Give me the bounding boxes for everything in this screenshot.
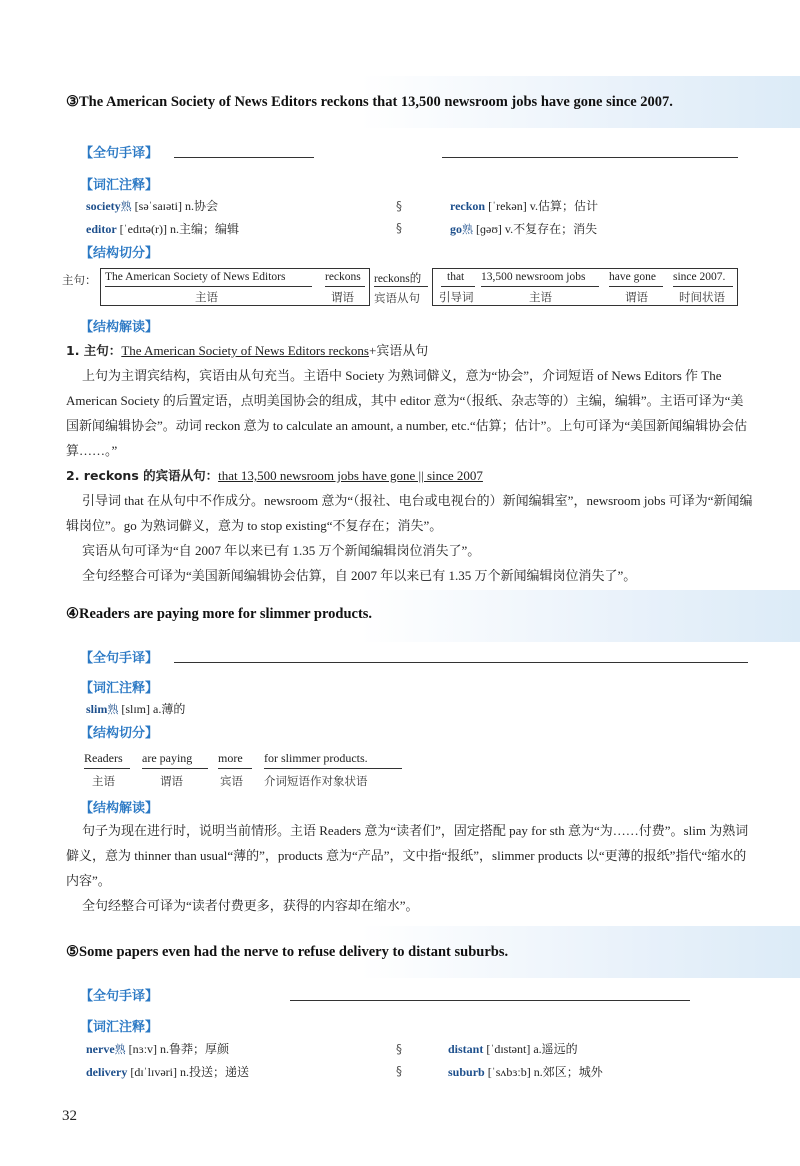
- vocab-def: [ˈdɪstənt] a.遥远的: [483, 1042, 578, 1056]
- struct-conj-label: 引导词: [439, 290, 474, 304]
- separator-icon: §: [396, 1064, 402, 1078]
- struct-box-clause: [432, 268, 738, 306]
- paragraph: 上句为主谓宾结构，宾语由从句充当。主语中 Society 为熟词僻义，意为“协会”，介词短语 of News Editors 作 The American Society 的后置定语，点明美国协会的组成，其中 editor 意为“（报纸、杂志等的）主编，编辑”。主语可译为“美国新闻编辑协会”。动词 reckon 意为 to calculate an amount, a number, etc.“估算；估计”。上句可译为“美国新闻编辑协会估算……。”: [66, 368, 748, 458]
- struct-more-label: 宾语: [220, 774, 243, 788]
- vocab-nerve: [86, 1040, 229, 1057]
- struct-clause-subject: 13,500 newsroom jobs: [481, 271, 586, 283]
- struct-are-paying: are paying: [142, 751, 193, 765]
- familiar-mark-icon: 熟: [107, 704, 119, 716]
- struct-verb: reckons: [325, 271, 361, 283]
- tag-struct-3: 【结构切分】: [80, 246, 159, 261]
- tag-translate-4: 【全句手译】: [80, 651, 159, 666]
- point-heading: 1. 主句：: [66, 343, 122, 358]
- point-heading-tail: +宾语从句: [368, 343, 429, 358]
- vocab-def: [ˈsʌbɜːb] n.郊区；城外: [484, 1065, 603, 1079]
- vocab-word: delivery: [86, 1065, 128, 1079]
- separator-icon: §: [396, 221, 402, 235]
- vocab-word: slim: [86, 702, 108, 716]
- blank-line-5: [290, 1000, 690, 1001]
- analysis-body-4: [66, 818, 756, 918]
- separator-icon: §: [396, 1042, 402, 1056]
- vocab-distant: [448, 1040, 578, 1057]
- struct-adverbial-label: 时间状语: [679, 290, 725, 304]
- tag-translate-5: 【全句手译】: [80, 989, 159, 1004]
- tag-analysis-4: 【结构解读】: [80, 801, 159, 816]
- struct-label: 主句：: [62, 273, 97, 287]
- paragraph: 句子为现在进行时，说明当前情形。主语 Readers 意为“读者们”，固定搭配 pay for sth 意为“为……付费”。slim 为熟词僻义，意为 thinner than usual“薄的”，products 意为“产品”，文中指“报纸”，slimmer products 以“更薄的报纸”指代“缩水的内容”。: [66, 823, 749, 888]
- paragraph: 引导词 that 在从句中不作成分。newsroom 意为“（报社、电台或电视台的）新闻编辑室”，newsroom jobs 可译为“新闻编辑岗位”。go 为熟词僻义，意为 to stop existing“不复存在；消失”。: [66, 493, 753, 533]
- vocab-def: [ˈrekən] v.估算；估计: [485, 199, 598, 213]
- vocab-word: suburb: [448, 1065, 485, 1079]
- struct-adverbial: since 2007.: [673, 271, 726, 283]
- tag-struct-4: 【结构切分】: [80, 726, 159, 741]
- page-number: 32: [62, 1108, 77, 1124]
- tag-analysis-3: 【结构解读】: [80, 320, 159, 335]
- struct-box-main: [100, 268, 370, 306]
- struct-subject: The American Society of News Editors: [105, 271, 286, 283]
- struct-clause-verb-label: 谓语: [625, 290, 648, 304]
- struct-object-clause-label: 宾语从句: [374, 291, 420, 305]
- analysis-body-3: [66, 338, 756, 588]
- vocab-word: go: [450, 222, 462, 236]
- familiar-mark-icon: 熟: [120, 201, 132, 213]
- vocab-slim: [86, 700, 185, 717]
- vocab-go: [450, 220, 597, 237]
- vocab-def: [slɪm] a.薄的: [118, 702, 186, 716]
- struct-more: more: [218, 751, 243, 765]
- sentence-5: ⑤Some papers even had the nerve to refuse delivery to distant suburbs.: [66, 944, 509, 960]
- vocab-word: nerve: [86, 1042, 115, 1056]
- vocab-word: reckon: [450, 199, 486, 213]
- vocab-reckon: [450, 197, 598, 214]
- tag-vocab-4: 【词汇注释】: [80, 681, 159, 696]
- point-heading-main: that 13,500 newsroom jobs have gone || since 2007: [218, 468, 483, 483]
- familiar-mark-icon: 熟: [462, 224, 473, 236]
- paragraph: 全句经整合可译为“美国新闻编辑协会估算，自 2007 年以来已有 1.35 万个新闻编辑岗位消失了”。: [82, 568, 637, 583]
- vocab-def: [nɜːv] n.鲁莽；厚颜: [125, 1042, 230, 1056]
- struct-for-slimmer: for slimmer products.: [264, 751, 368, 765]
- vocab-word: society: [86, 199, 121, 213]
- struct-subject-label: 主语: [195, 290, 218, 304]
- vocab-society: [86, 197, 218, 214]
- tag-vocab-3: 【词汇注释】: [80, 178, 159, 193]
- struct-for-slimmer-label: 介词短语作对象状语: [264, 774, 368, 788]
- struct-clause-subject-label: 主语: [529, 290, 552, 304]
- struct-object-clause: reckons的: [374, 273, 422, 285]
- struct-readers-label: 主语: [92, 774, 115, 788]
- vocab-def: [dɪˈlɪvəri] n.投送；递送: [127, 1065, 249, 1079]
- tag-vocab-5: 【词汇注释】: [80, 1020, 159, 1035]
- vocab-def: [ɡəʊ] v.不复存在；消失: [473, 222, 598, 236]
- blank-line-3b: [442, 157, 738, 158]
- struct-are-paying-label: 谓语: [160, 774, 183, 788]
- struct-conj: that: [447, 271, 465, 283]
- blank-line-3a: [174, 157, 314, 158]
- blank-line-4: [174, 662, 748, 663]
- vocab-delivery: [86, 1063, 249, 1080]
- familiar-mark-icon: 熟: [114, 1044, 126, 1056]
- point-heading: 2. reckons 的宾语从句：: [66, 468, 219, 483]
- vocab-suburb: [448, 1063, 603, 1080]
- sentence-4: ④Readers are paying more for slimmer products.: [66, 606, 373, 622]
- struct-readers: Readers: [84, 751, 123, 765]
- vocab-word: distant: [448, 1042, 484, 1056]
- vocab-def: [səˈsaɪəti] n.协会: [131, 199, 218, 213]
- paragraph: 全句经整合可译为“读者付费更多，获得的内容却在缩水”。: [82, 898, 419, 913]
- point-heading-main: The American Society of News Editors reckons: [121, 343, 369, 358]
- vocab-word: editor: [86, 222, 117, 236]
- separator-icon: §: [396, 199, 402, 213]
- tag-translate-3: 【全句手译】: [80, 146, 159, 161]
- vocab-editor: [86, 220, 239, 237]
- sentence-3: ③The American Society of News Editors reckons that 13,500 newsroom jobs have gone since 2007.: [66, 94, 673, 110]
- struct-clause-verb: have gone: [609, 271, 656, 283]
- paragraph: 宾语从句可译为“自 2007 年以来已有 1.35 万个新闻编辑岗位消失了”。: [82, 543, 481, 558]
- struct-verb-label: 谓语: [331, 290, 354, 304]
- vocab-def: [ˈedɪtə(r)] n.主编；编辑: [116, 222, 239, 236]
